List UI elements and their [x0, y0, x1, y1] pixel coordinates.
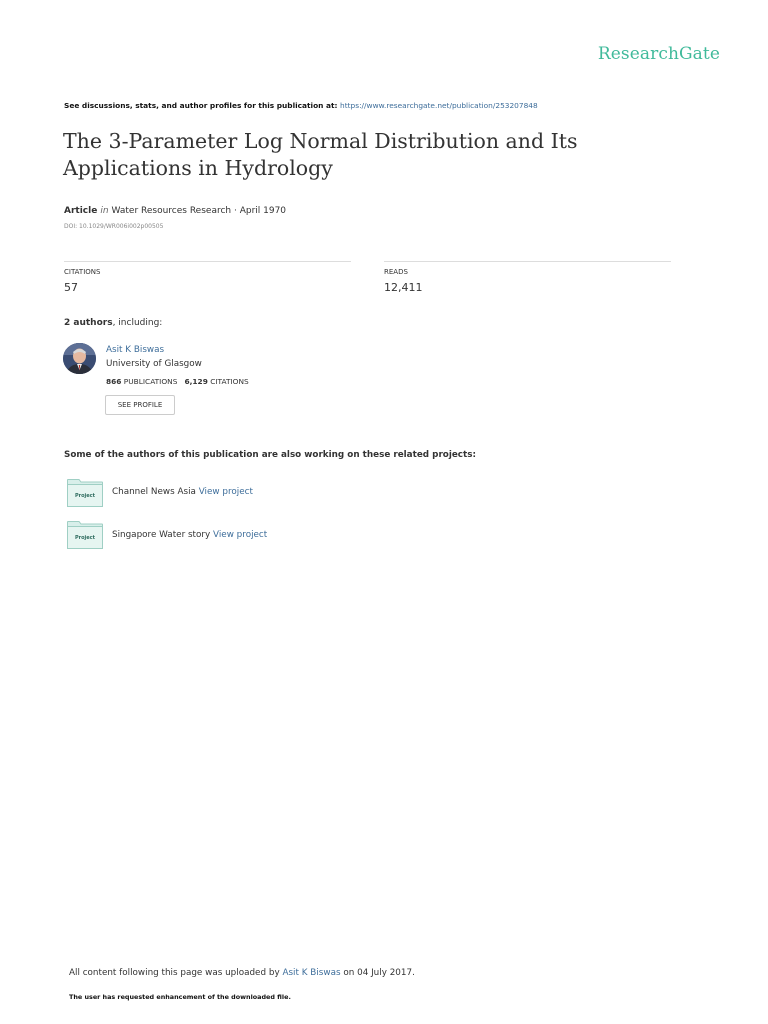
- authors-including: , including:: [112, 318, 163, 328]
- project-item-singapore-water-story: [112, 530, 267, 540]
- project-folder-label: Project: [74, 493, 96, 499]
- authors-count: 2 authors: [64, 318, 113, 328]
- author-stats: [106, 377, 249, 386]
- project-folder-icon: [67, 479, 103, 507]
- citations-count: 57: [64, 281, 78, 294]
- citations-label: CITATIONS: [64, 268, 101, 276]
- author-name-link[interactable]: Asit K Biswas: [106, 345, 165, 355]
- upload-prefix: All content following this page was uploaded by: [69, 968, 283, 978]
- author-avatar[interactable]: [63, 343, 96, 374]
- related-projects-heading: Some of the authors of this publication are also working on these related projects:: [64, 450, 476, 460]
- researchgate-logo[interactable]: ResearchGate: [597, 44, 720, 64]
- avatar-portrait-icon: [63, 343, 96, 374]
- author-citations-count: 6,129: [184, 377, 208, 386]
- publication-url-link[interactable]: https://www.researchgate.net/publication/253207848: [340, 101, 538, 110]
- author-publications-label: PUBLICATIONS: [123, 377, 178, 386]
- view-project-link[interactable]: View project: [213, 530, 268, 540]
- journal-link[interactable]: Water Resources Research · April 1970: [111, 206, 287, 216]
- citations-divider: [64, 261, 351, 262]
- author-publications-count: 866: [106, 377, 122, 386]
- view-project-link[interactable]: View project: [198, 487, 253, 497]
- reads-count: 12,411: [384, 281, 423, 294]
- in-label: in: [100, 206, 109, 216]
- author-institution: University of Glasgow: [106, 359, 202, 369]
- reads-label: READS: [384, 268, 408, 276]
- project-name: Channel News Asia: [112, 487, 196, 497]
- project-name: Singapore Water story: [112, 530, 211, 540]
- see-profile-button[interactable]: SEE PROFILE: [105, 395, 175, 415]
- top-note-text: See discussions, stats, and author profiles for this publication at:: [64, 101, 341, 110]
- authors-heading: [64, 318, 162, 328]
- project-folder-icon: [67, 521, 103, 549]
- reads-divider: [384, 261, 671, 262]
- project-item-channel-news-asia: [112, 487, 253, 497]
- doi: DOI: 10.1029/WR006i002p00505: [64, 223, 164, 230]
- enhancement-note: The user has requested enhancement of the downloaded file.: [69, 993, 291, 1001]
- uploader-link[interactable]: Asit K Biswas: [282, 968, 341, 978]
- publication-title: The 3-Parameter Log Normal Distribution and Its Applications in Hydrology: [63, 129, 578, 180]
- publication-meta: [64, 206, 286, 216]
- article-type: Article: [64, 206, 98, 216]
- project-folder-label: Project: [74, 535, 96, 541]
- upload-suffix: on 04 July 2017.: [340, 968, 415, 978]
- top-note: [64, 101, 538, 110]
- author-citations-label: CITATIONS: [210, 377, 249, 386]
- upload-note: [69, 968, 415, 978]
